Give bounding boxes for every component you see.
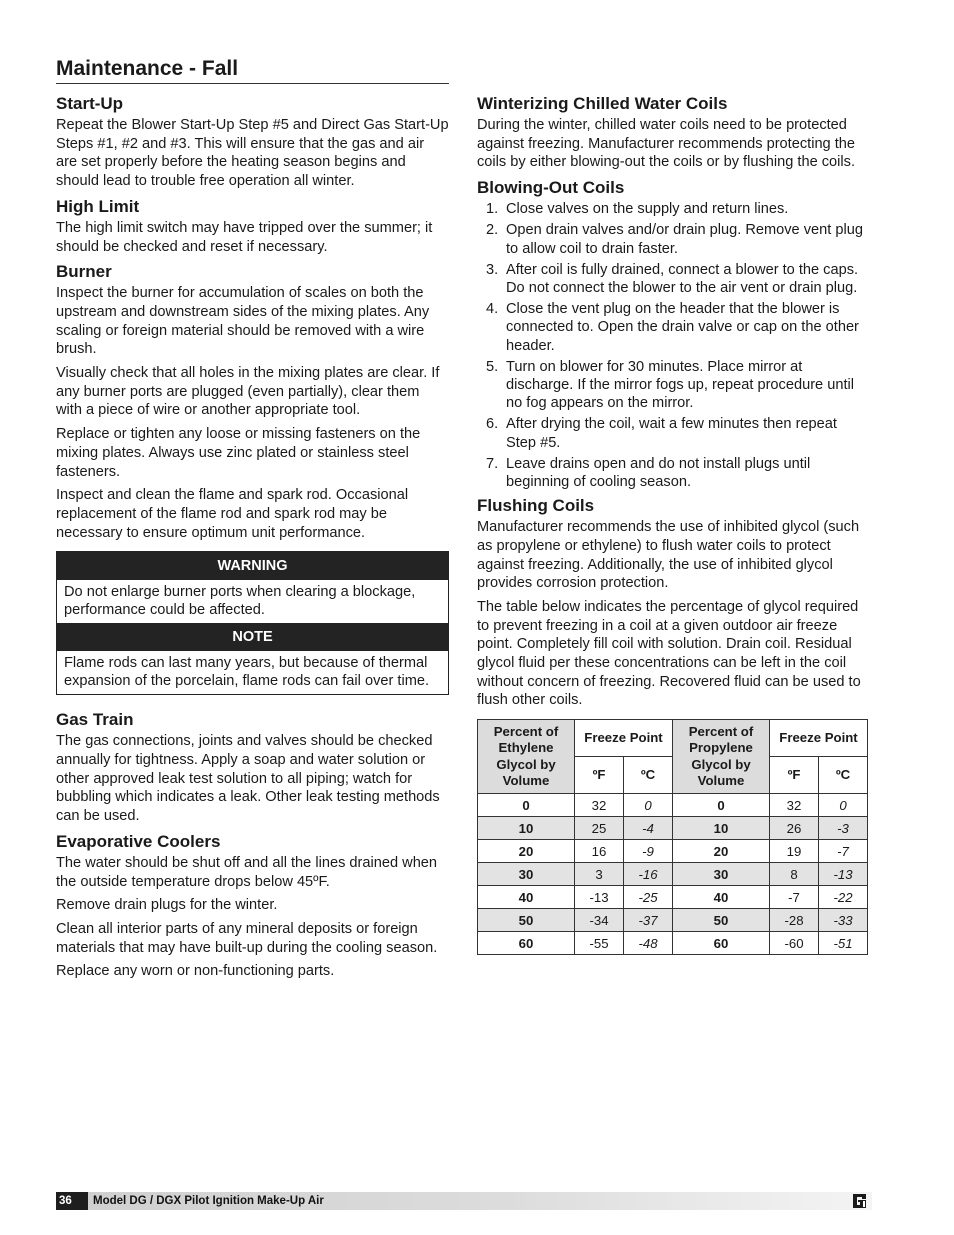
table-row xyxy=(478,840,868,863)
table-cell: 20 xyxy=(478,840,575,863)
table-row xyxy=(478,863,868,886)
table-cell: -28 xyxy=(770,909,819,932)
table-cell: -9 xyxy=(624,840,673,863)
table-cell: -33 xyxy=(819,909,868,932)
table-cell: 30 xyxy=(478,863,575,886)
list-item xyxy=(477,300,871,355)
section-startup xyxy=(56,93,449,191)
burner-paragraph-1: Inspect the burner for accumulation of scales on both the upstream and downstream sides of the mixing plates. Any scaling or foreign material should be removed with a wire brush. xyxy=(56,285,430,358)
evap-paragraph-4: Replace any worn or non-functioning parts. xyxy=(56,963,335,980)
page-footer xyxy=(56,1192,872,1210)
table-cell: -51 xyxy=(819,932,868,955)
table-cell: 30 xyxy=(673,863,770,886)
high-limit-heading: High Limit xyxy=(56,196,140,216)
flushing-paragraph-2: The table below indicates the percentage of glycol required to prevent freezing in a coil at a given outdoor air freeze point. Completely fill coil with solution. Drain coil. Residual glycol fluid per these concentrations can be left in the coil without concern of freezing. Recovered fluid can be used to flush other coils. xyxy=(477,598,861,709)
table-cell: 20 xyxy=(673,840,770,863)
footer-title: Model DG / DGX Pilot Ignition Make-Up Air xyxy=(93,1195,324,1207)
startup-text: Repeat the Blower Start-Up Step #5 and Direct Gas Start-Up Steps #1, #2 and #3. This will ensure that the gas and air are set properly before the heating season begins and should lead to trouble free operation all winter. xyxy=(56,117,449,190)
evap-paragraph-3: Clean all interior parts of any mineral deposits or foreign materials that may have built-up during the cooling season. xyxy=(56,920,438,956)
table-cell: 32 xyxy=(770,794,819,817)
startup-heading: Start-Up xyxy=(56,94,124,113)
table-cell: -13 xyxy=(575,886,624,909)
table-cell: 32 xyxy=(575,794,624,817)
table-cell: -34 xyxy=(575,909,624,932)
table-cell: -13 xyxy=(819,863,868,886)
header-propylene: Percent of Propylene Glycol by Volume xyxy=(673,720,770,794)
table-cell: 19 xyxy=(770,840,819,863)
left-column xyxy=(56,93,449,986)
section-high-limit xyxy=(56,196,449,256)
warning-heading: WARNING xyxy=(57,552,448,580)
flushing-paragraph-1: Manufacturer recommends the use of inhibited glycol (such as propylene or ethylene) to flush water coils to protect against freezing. Additionally, the use of inhibited glycol provides corrosion protection. xyxy=(477,519,860,592)
winterizing-heading: Winterizing Chilled Water Coils xyxy=(477,94,728,113)
table-cell: 10 xyxy=(673,817,770,840)
note-text: Flame rods can last many years, but because of thermal expansion of the porcelain, flame rods can fail over time. xyxy=(64,655,430,689)
step-text: Close valves on the supply and return lines. xyxy=(506,201,789,218)
table-cell: 25 xyxy=(575,817,624,840)
table-cell: -7 xyxy=(770,886,819,909)
list-item xyxy=(477,455,871,491)
greenheck-logo-icon xyxy=(851,1193,867,1209)
header-freeze-point-ethylene: Freeze Point xyxy=(575,720,673,757)
table-cell: -16 xyxy=(624,863,673,886)
evap-paragraph-1: The water should be shut off and all the lines drained when the outside temperature drops below 45ºF. xyxy=(56,854,438,890)
list-item xyxy=(477,221,871,257)
table-cell: -7 xyxy=(819,840,868,863)
table-cell: 0 xyxy=(624,794,673,817)
warning-note-box xyxy=(56,551,449,695)
table-cell: 60 xyxy=(673,932,770,955)
section-burner xyxy=(56,261,449,542)
step-text: Turn on blower for 30 minutes. Place mirror at discharge. If the mirror fogs up, repeat procedure until no fog appears on the mirror. xyxy=(506,358,854,412)
table-row xyxy=(478,909,868,932)
list-item xyxy=(477,261,871,297)
table-row xyxy=(478,817,868,840)
table-cell: 0 xyxy=(478,794,575,817)
list-item xyxy=(477,358,871,413)
right-column xyxy=(477,93,871,955)
table-cell: 10 xyxy=(478,817,575,840)
section-gas-train xyxy=(56,709,449,826)
table-row xyxy=(478,886,868,909)
header-unit-c: ºC xyxy=(819,757,868,794)
table-cell: -22 xyxy=(819,886,868,909)
step-text: After coil is fully drained, connect a blower to the caps. Do not connect the blower to the air vent or drain plug. xyxy=(506,261,859,296)
section-flushing xyxy=(477,495,871,710)
table-cell: -60 xyxy=(770,932,819,955)
step-text: After drying the coil, wait a few minutes then repeat Step #5. xyxy=(506,416,837,451)
section-blowing-out xyxy=(477,177,871,491)
blowing-out-heading: Blowing-Out Coils xyxy=(477,178,625,198)
header-unit-c: ºC xyxy=(624,757,673,794)
step-number: 4. xyxy=(486,301,499,318)
gas-train-heading: Gas Train xyxy=(56,710,134,730)
burner-paragraph-3: Replace or tighten any loose or missing fasteners on the mixing plates. Always use zinc plated or stainless steel fasteners. xyxy=(56,426,421,480)
table-cell: 8 xyxy=(770,863,819,886)
burner-paragraph-4: Inspect and clean the flame and spark rod. Occasional replacement of the flame rod and spark rod may be necessary to ensure optimum unit performance. xyxy=(56,487,409,541)
table-cell: 60 xyxy=(478,932,575,955)
step-number: 1. xyxy=(486,201,499,218)
table-cell: 3 xyxy=(575,863,624,886)
step-number: 6. xyxy=(486,416,499,433)
section-evaporative-coolers xyxy=(56,831,449,981)
step-text: Leave drains open and do not install plugs until beginning of cooling season. xyxy=(506,455,811,490)
glycol-table xyxy=(477,719,868,955)
high-limit-text: The high limit switch may have tripped over the summer; it should be checked and reset if necessary. xyxy=(56,219,433,255)
step-number: 2. xyxy=(486,222,499,239)
table-cell: 26 xyxy=(770,817,819,840)
table-cell: 40 xyxy=(673,886,770,909)
list-item xyxy=(477,200,871,218)
section-winterizing xyxy=(477,93,871,172)
table-cell: -25 xyxy=(624,886,673,909)
winterizing-text: During the winter, chilled water coils need to be protected against freezing. Manufacturer recommends protecting the coils by either blowing-out the coils or by flushing the coils. xyxy=(477,117,856,171)
page-title: Maintenance - Fall xyxy=(56,55,449,84)
gas-train-text: The gas connections, joints and valves should be checked annually for tightness. Apply a soap and water solution or other approved leak test solution to all piping; watch for bubbling which indicates a leak. Other leak testing methods can be used. xyxy=(56,733,440,825)
header-unit-f: ºF xyxy=(575,757,624,794)
table-cell: 16 xyxy=(575,840,624,863)
table-cell: -3 xyxy=(819,817,868,840)
table-cell: 40 xyxy=(478,886,575,909)
table-row xyxy=(478,794,868,817)
table-cell: 0 xyxy=(673,794,770,817)
blowing-out-steps xyxy=(477,200,871,491)
burner-paragraph-2: Visually check that all holes in the mixing plates are clear. If any burner ports are plugged (even partially), clear them with a piece of wire or another appropriate tool. xyxy=(56,365,440,419)
burner-heading: Burner xyxy=(56,262,112,282)
warning-text: Do not enlarge burner ports when clearing a blockage, performance could be affected. xyxy=(64,584,416,618)
step-number: 5. xyxy=(486,358,499,375)
note-heading: NOTE xyxy=(57,623,448,651)
table-cell: 0 xyxy=(819,794,868,817)
flushing-heading: Flushing Coils xyxy=(477,496,595,516)
evap-paragraph-2: Remove drain plugs for the winter. xyxy=(56,897,278,914)
table-cell: -4 xyxy=(624,817,673,840)
header-ethylene: Percent of Ethylene Glycol by Volume xyxy=(478,720,575,794)
table-row xyxy=(478,932,868,955)
table-cell: -48 xyxy=(624,932,673,955)
header-unit-f: ºF xyxy=(770,757,819,794)
step-text: Open drain valves and/or drain plug. Remove vent plug to allow coil to drain faster. xyxy=(506,222,863,257)
table-cell: 50 xyxy=(478,909,575,932)
list-item xyxy=(477,415,871,451)
evaporative-coolers-heading: Evaporative Coolers xyxy=(56,831,221,851)
page-number: 36 xyxy=(56,1192,88,1210)
header-freeze-point-propylene: Freeze Point xyxy=(770,720,868,757)
step-number: 3. xyxy=(486,261,499,278)
step-text: Close the vent plug on the header that the blower is connected to. Open the drain valve or cap on the other header. xyxy=(506,301,859,354)
table-cell: -55 xyxy=(575,932,624,955)
step-number: 7. xyxy=(486,455,499,472)
table-cell: -37 xyxy=(624,909,673,932)
table-cell: 50 xyxy=(673,909,770,932)
